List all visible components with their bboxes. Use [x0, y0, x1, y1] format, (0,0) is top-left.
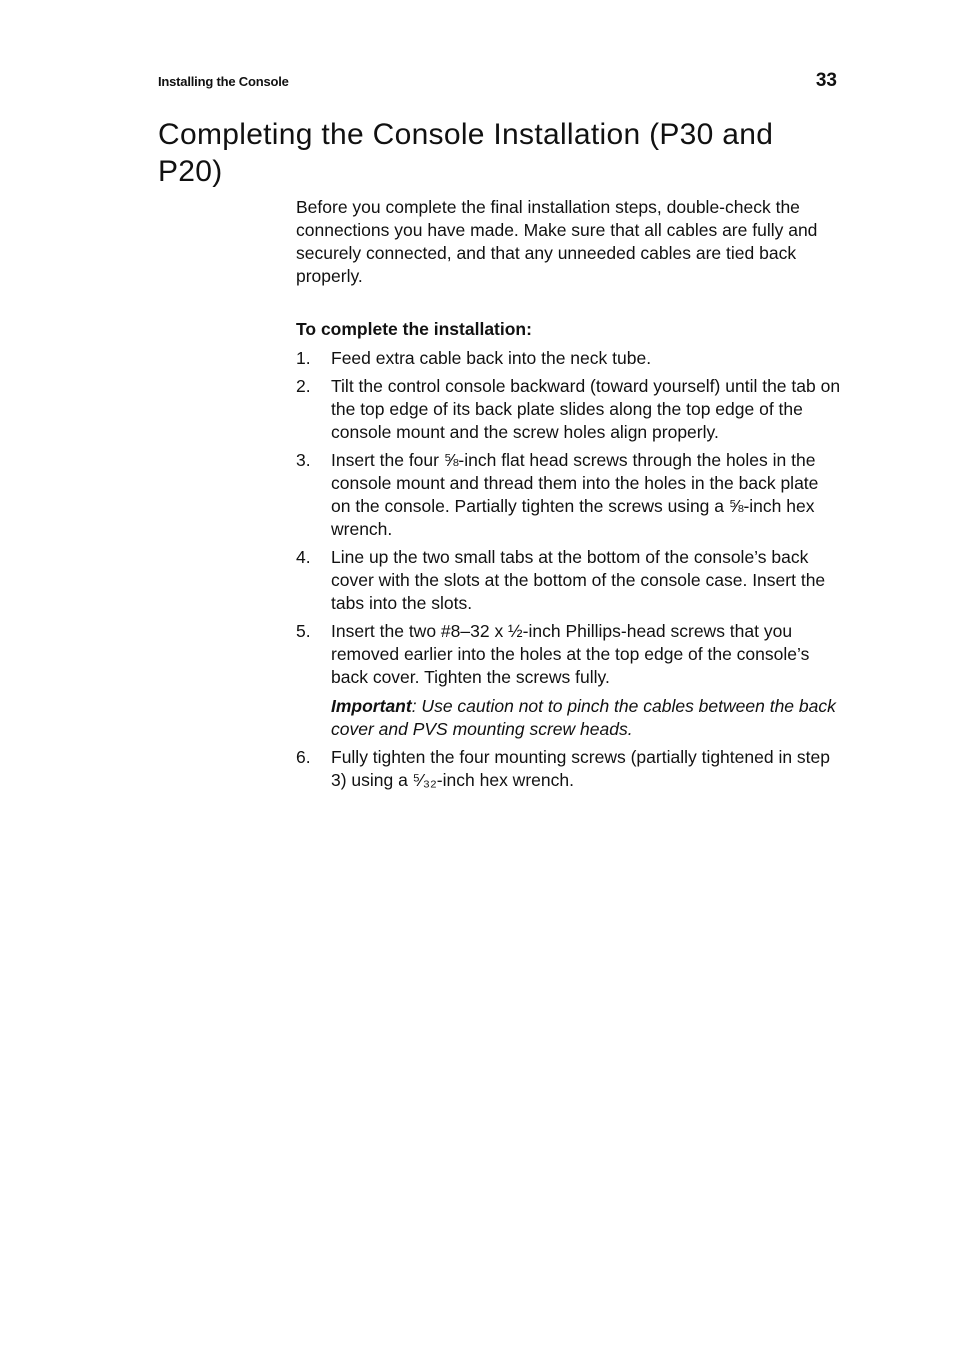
step-6 [296, 746, 841, 792]
step-1 [296, 347, 841, 370]
important-note-text: : Use caution not to pinch the cables between the back cover and PVS mounting screw heads. [331, 696, 836, 739]
step-number: 5. [296, 621, 311, 641]
running-head-title: Installing the Console [158, 74, 289, 89]
step-number: 4. [296, 547, 311, 567]
page-number: 33 [815, 70, 837, 91]
important-note-label: Important [331, 696, 412, 716]
step-text: Feed extra cable back into the neck tube. [331, 348, 652, 368]
procedure-heading: To complete the installation: [296, 319, 532, 339]
step-number: 1. [296, 348, 311, 368]
step-text: Tilt the control console backward (toward yourself) until the tab on the top edge of its back plate slides along the top edge of the console mount and the screw holes align properly. [331, 376, 841, 442]
step-number: 2. [296, 376, 311, 396]
step-3 [296, 449, 841, 541]
step-number: 6. [296, 747, 311, 767]
step-text: Insert the two #8–32 x ½-inch Phillips-head screws that you removed earlier into the holes at the top edge of the console’s back cover. Tighten the screws fully. [331, 621, 810, 687]
step-text: Fully tighten the four mounting screws (partially tightened in step 3) using a ⁵⁄₃₂-inch hex wrench. [331, 747, 831, 790]
important-note [331, 695, 841, 741]
step-4 [296, 546, 841, 615]
step-5 [296, 620, 841, 741]
intro-paragraph: Before you complete the final installation steps, double-check the connections you have made. Make sure that all cables are fully and securely connected, and that any unneeded cables are tied back properly. [296, 197, 818, 286]
step-2 [296, 375, 841, 444]
procedure-steps [296, 347, 841, 792]
section-title: Completing the Console Installation (P30 and P20) [158, 118, 774, 188]
step-text: Line up the two small tabs at the bottom of the console’s back cover with the slots at the bottom of the console case. Insert the tabs into the slots. [331, 547, 826, 613]
step-text: Insert the four ⅝-inch flat head screws through the holes in the console mount and thread them into the holes in the back plate on the console. Partially tighten the screws using a ⅝-inch hex wrench. [331, 450, 819, 539]
section-body [296, 196, 841, 797]
step-number: 3. [296, 450, 311, 470]
